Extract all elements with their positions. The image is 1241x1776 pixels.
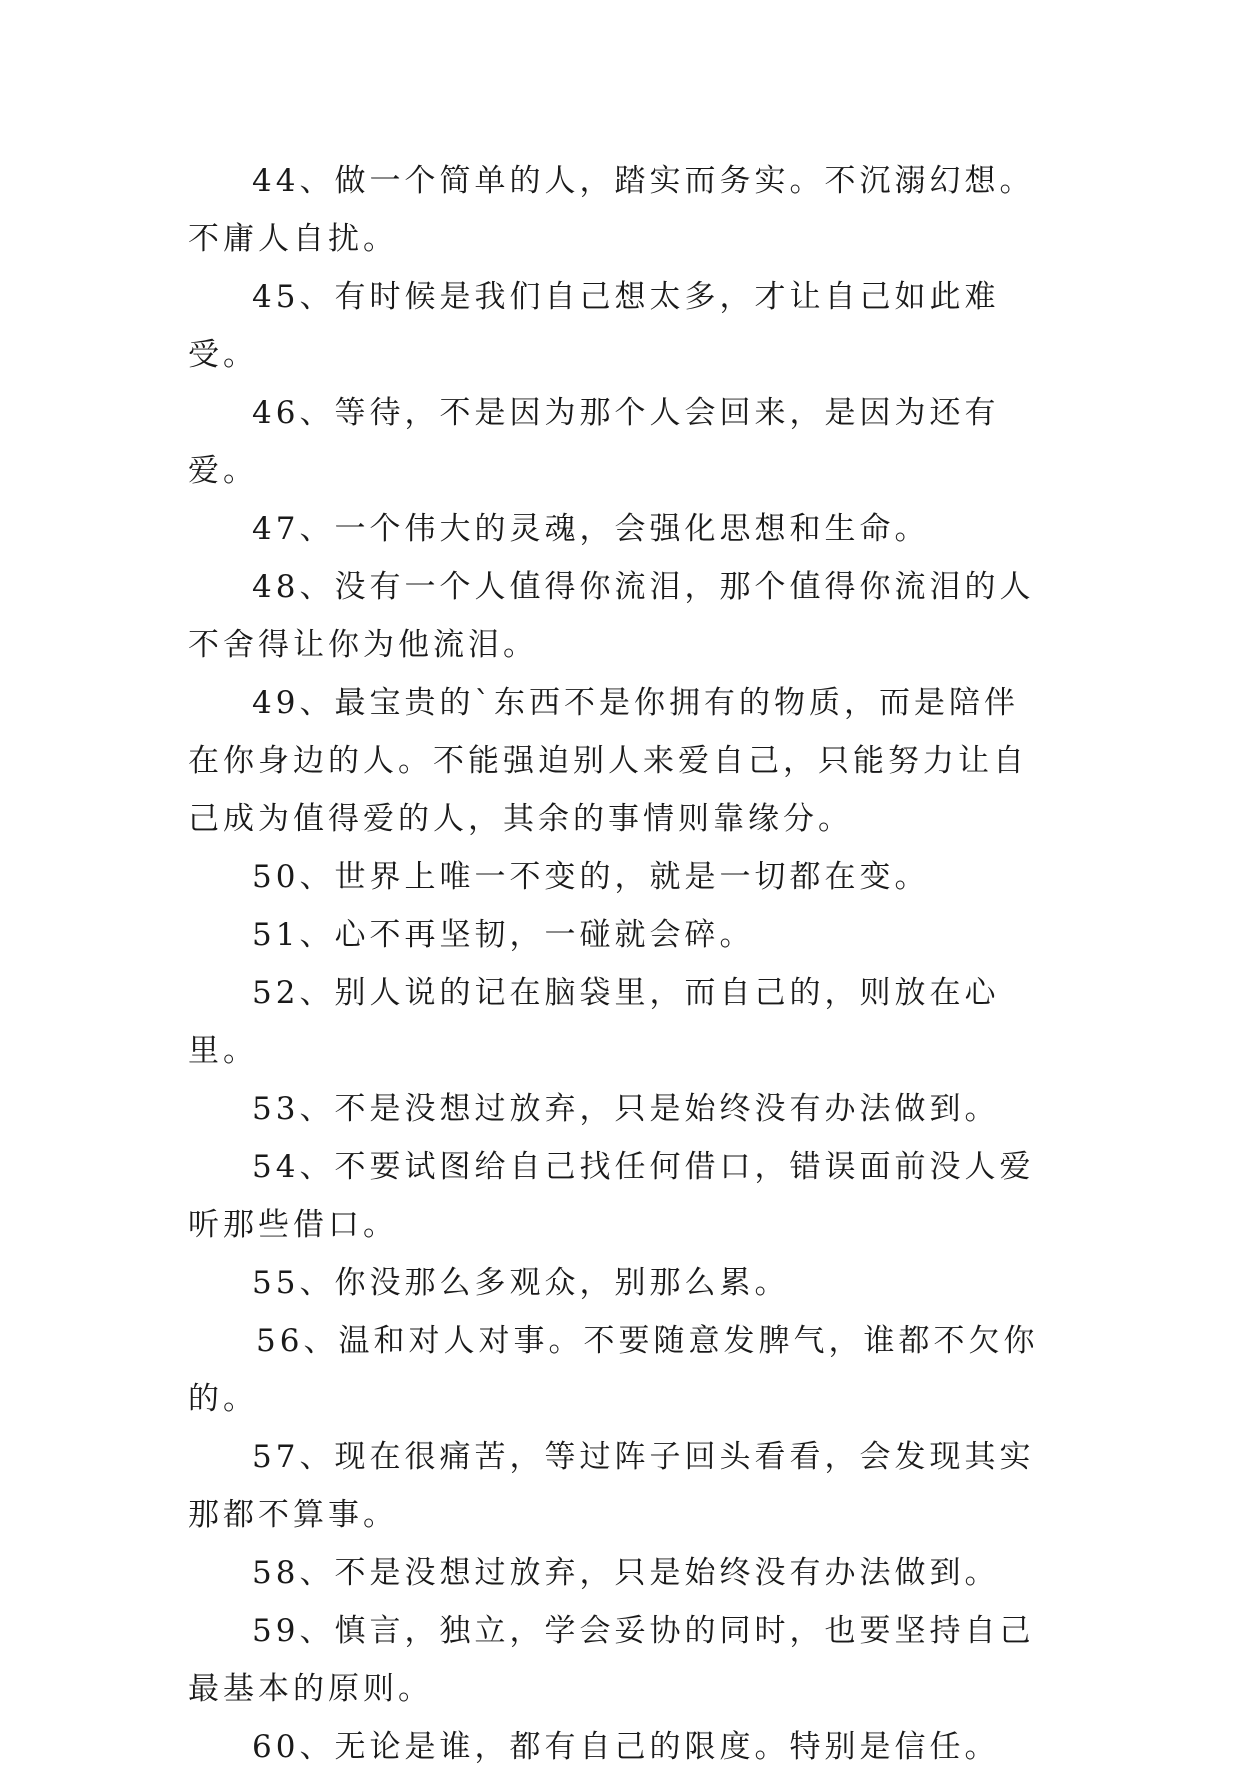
paragraph-58: 58、不是没想过放弃，只是始终没有办法做到。 <box>252 1555 1000 1591</box>
paragraph-50: 50、世界上唯一不变的，就是一切都在变。 <box>252 859 930 895</box>
paragraph-60: 60、无论是谁，都有自己的限度。特别是信任。 <box>252 1729 1000 1765</box>
paragraph-56: 56、温和对人对事。不要随意发脾气，谁都不欠你的。 <box>188 1323 1039 1417</box>
paragraph-49: 49、最宝贵的`东西不是你拥有的物质，而是陪伴在你身边的人。不能强迫别人来爱自己，只能努力让自己成为值得爱的人，其余的事情则靠缘分。 <box>188 685 1028 837</box>
paragraph-44: 44、做一个简单的人，踏实而务实。不沉溺幻想。不庸人自扰。 <box>188 163 1035 257</box>
document-body <box>188 152 1048 1776</box>
paragraph-45: 45、有时候是我们自己想太多，才让自己如此难受。 <box>188 279 1000 373</box>
paragraph-48: 48、没有一个人值得你流泪，那个值得你流泪的人不舍得让你为他流泪。 <box>188 569 1035 663</box>
paragraph-55: 55、你没那么多观众，别那么累。 <box>252 1265 790 1301</box>
paragraph-54: 54、不要试图给自己找任何借口，错误面前没人爱听那些借口。 <box>188 1149 1035 1243</box>
paragraph-46: 46、等待，不是因为那个人会回来，是因为还有爱。 <box>188 395 1000 489</box>
paragraph-51: 51、心不再坚韧，一碰就会碎。 <box>252 917 755 953</box>
paragraph-59: 59、慎言，独立，学会妥协的同时，也要坚持自己最基本的原则。 <box>188 1613 1035 1707</box>
paragraph-52: 52、别人说的记在脑袋里，而自己的，则放在心里。 <box>188 975 1000 1069</box>
paragraph-57: 57、现在很痛苦，等过阵子回头看看，会发现其实那都不算事。 <box>188 1439 1035 1533</box>
paragraph-53: 53、不是没想过放弃，只是始终没有办法做到。 <box>252 1091 1000 1127</box>
paragraph-47: 47、一个伟大的灵魂，会强化思想和生命。 <box>252 511 930 547</box>
